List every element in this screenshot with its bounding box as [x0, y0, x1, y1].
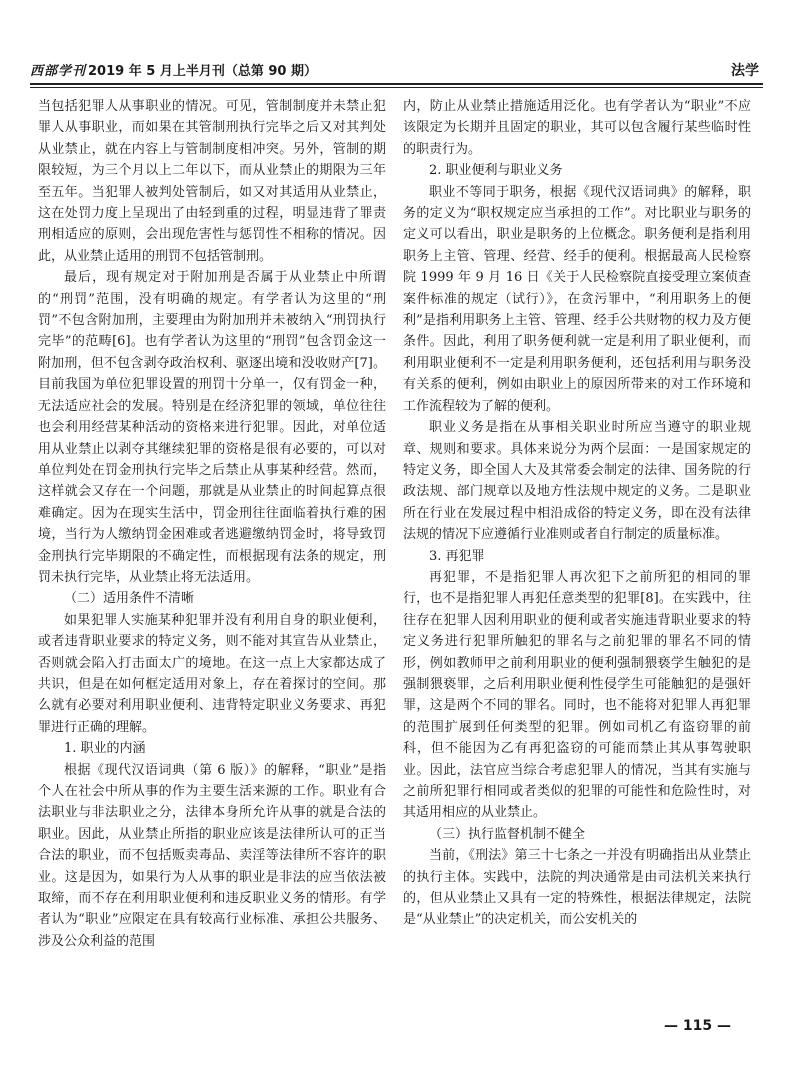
left-paragraph: 根据《现代汉语词典（第 6 版）》的解释，“职业”是指个人在社会中所从事的作为主要生活来源的工作。职业有合法职业与非法职业之分，法律本身所允许从事的就是合法的职业。因此，从业禁止所指的职业应该是法律所认可的正当合法的职业，而不包括贩卖毒品、卖淫等法律所不容许的职业。这是因为，如果行为人从事的职业是非法的应当依法被取缔，而不存在利用职业便利和违反职业义务的情形。有学者认为“职业”应限定在具有较高行业标准、承担公共服务、涉及公众利益的范围	[38, 762, 386, 949]
left-section-heading: 1. 职业的内涵	[64, 741, 146, 757]
right-section-heading: 3. 再犯罪	[429, 548, 485, 564]
right-paragraph: 职业义务是指在从事相关职业时所应当遵守的职业规章、规则和要求。具体来说分为两个层面：一是国家规定的特定义务，即全国人大及其常委会制定的法律、国务院的行政法规、部门规章以及地方性法规中规定的义务。二是职业所在行业在发展过程中相沿成俗的特定义务，即在没有法律法规的情况下应遵循行业准则或者自行制定的质量标准。	[403, 420, 751, 543]
section-title: 法学	[731, 63, 759, 79]
right-paragraph: 当前，《刑法》第三十七条之一并没有明确指出从业禁止的执行主体。实践中，法院的判决通常是由司法机关来执行的，但从业禁止又具有一定的特殊性，根据法律规定，法院是“从业禁止”的决定机关，而公安机关的	[403, 848, 751, 928]
header-rule-thick	[30, 83, 763, 85]
page-header	[30, 58, 763, 80]
right-paragraph: 再犯罪，不是指犯罪人再次犯下之前所犯的相同的罪行，也不是指犯罪人再犯任意类型的犯罪[8]。在实践中，往往存在犯罪人因利用职业的便利或者实施违背职业要求的特定义务进行犯罪所触犯的罪名与之前犯罪的罪名不同的情形，例如教师甲之前利用职业的便利强制猥亵学生触犯的是强制猥亵罪，之后利用职业便利性侵学生可能触犯的是强奸罪，这是两个不同的罪名。同时，也不能将对犯罪人再犯罪的范围扩展到任何类型的犯罪。例如司机乙有盗窃罪的前科，但不能因为乙有再犯盗窃的可能而禁止其从事驾驶职业。因此，法官应当综合考虑犯罪人的情况，当其有实施与之前所犯罪行相同或者类似的犯罪的可能性和危险性时，对其适用相应的从业禁止。	[403, 569, 751, 821]
journal-logo: 西部学刊	[30, 64, 87, 79]
right-section-heading: 2. 职业便利与职业义务	[429, 163, 563, 179]
left-paragraph: 最后，现有规定对于附加刑是否属于从业禁止中所谓的“刑罚”范围，没有明确的规定。有学者认为这里的“刑罚”不包含附加刑，主要理由为附加刑并未被纳入“刑罚执行完毕”的范畴[6]。也有学者认为这里的“刑罚”包含罚金这一附加刑，但不包含剥夺政治权利、驱逐出境和没收财产[7]。目前我国为单位犯罪设置的刑罚十分单一，仅有罚金一种，无法适应社会的发展。特别是在经济犯罪的领域，单位往往也会利用经营某种活动的资格来进行犯罪。因此，对单位适用从业禁止以剥夺其继续犯罪的资格是很有必要的，可以对单位判处在罚金刑执行完毕之后禁止从事某种经营。然而，这样就会又存在一个问题，那就是从业禁止的时间起算点很难确定。因为在现实生活中，罚金刑往往面临着执行难的困境，当行为人缴纳罚金困难或者逃避缴纳罚金时，将导致罚金刑执行完毕期限的不确定性，而根据现有法条的规定，刑罚未执行完毕，从业禁止将无法适用。	[38, 270, 386, 585]
left-paragraph: 当包括犯罪人从事职业的情况。可见，管制制度并未禁止犯罪人从事职业，而如果在其管制刑执行完毕之后又对其判处从业禁止，就在内容上与管制制度相冲突。另外，管制的期限较短，为三个月以上二年以下，而从业禁止的期限为三年至五年。当犯罪人被判处管制后，如又对其适用从业禁止，这在处罚力度上呈现出了由轻到重的过程，明显违背了罪责刑相适应的原则，会出现危害性与惩罚性不相称的情况。因此，从业禁止适用的刑罚不包括管制刑。	[38, 99, 386, 264]
header-rule-thin	[30, 87, 763, 88]
journal-info	[30, 60, 317, 79]
right-column	[403, 96, 751, 931]
left-section-heading: （二）适用条件不清晰	[64, 591, 195, 607]
issue-info: 2019 年 5 月上半月刊（总第 90 期）	[88, 64, 317, 79]
left-column	[38, 96, 386, 952]
right-paragraph: 职业不等同于职务，根据《现代汉语词典》的解释，职务的定义为“职权规定应当承担的工作”。对比职业与职务的定义可以看出，职业是职务的上位概念。职务便利是指利用职务上主管、管理、经营、经手的便利。根据最高人民检察院 1999 年 9 月 16 日《关于人民检察院直接受理立案侦查案件标准的规定（试行）》，在贪污罪中，“利用职务上的便利”是指利用职务上主管、管理、经手公共财物的权力及方便条件。因此，利用了职务便利就一定是利用了职业便利，而利用职业便利不一定是利用职务便利，还包括利用与职务没有关系的便利，例如由职业上的原因所带来的对工作环境和工作流程较为了解的便利。	[403, 184, 751, 414]
right-paragraph: 内，防止从业禁止措施适用泛化。也有学者认为“职业”不应该限定为长期并且固定的职业，其可以包含履行某些临时性的职责行为。	[403, 99, 751, 157]
page-number: — 115 —	[664, 1018, 731, 1034]
left-paragraph: 如果犯罪人实施某种犯罪并没有利用自身的职业便利，或者违背职业要求的特定义务，则不能对其宣告从业禁止，否则就会陷入打击面太广的境地。在这一点上大家都达成了共识，但是在如何框定适用对象上，存在着探讨的空间。那么就有必要对利用职业便利、违背特定职业义务要求、再犯罪进行正确的理解。	[38, 612, 386, 735]
right-section-heading: （三）执行监督机制不健全	[429, 826, 586, 842]
